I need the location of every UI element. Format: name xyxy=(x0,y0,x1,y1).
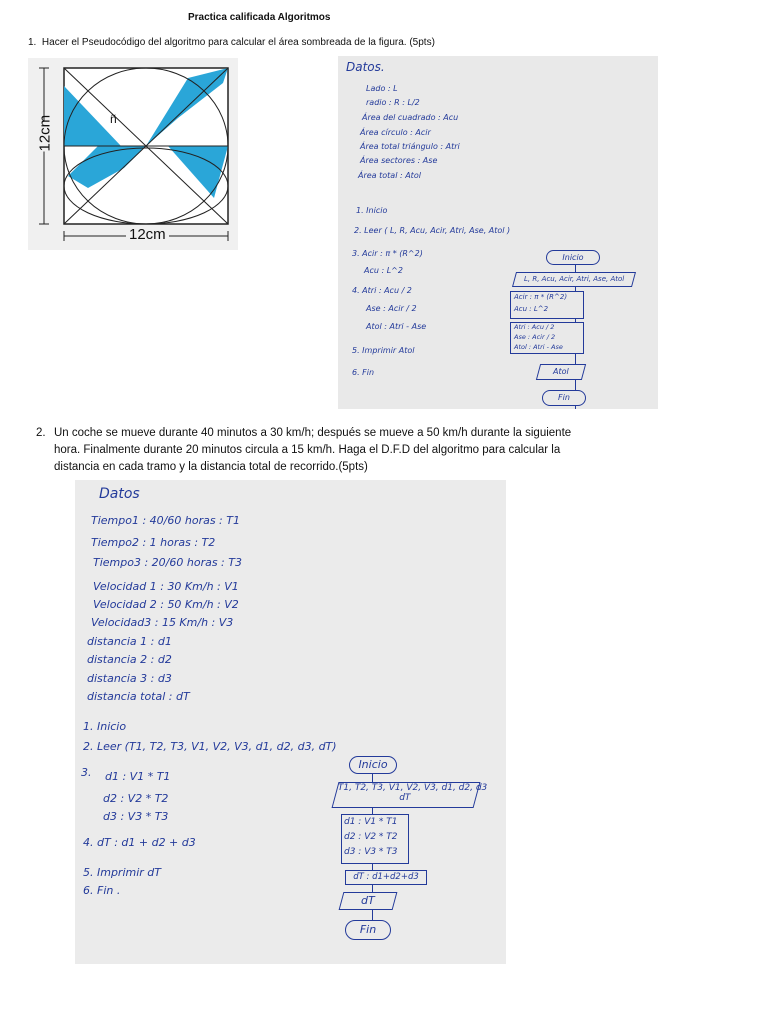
sheet2-data-line: distancia 2 : d2 xyxy=(87,653,172,666)
sheet2-data-line: distancia total : dT xyxy=(87,690,190,703)
sheet2-data-line: distancia 1 : d1 xyxy=(87,635,172,648)
document-title: Practica calificada Algoritmos xyxy=(188,12,331,23)
sheet1-flow-process-2 xyxy=(510,322,584,354)
sheet2-step: 2. Leer (T1, T2, T3, V1, V2, V3, d1, d2, d3, dT) xyxy=(83,740,337,753)
sheet2-flow-read xyxy=(332,782,488,808)
sheet2-data-line: Tiempo3 : 20/60 horas : T3 xyxy=(93,556,242,569)
sheet2-flow-start: Inicio xyxy=(349,756,397,774)
sheet1-flow-start: Inicio xyxy=(546,250,600,265)
sheet1-heading: Datos. xyxy=(346,60,385,74)
sheet1-flow-proc-line: Atol : Atri - Ase xyxy=(514,343,563,351)
sheet1-data-line: Área del cuadrado : Acu xyxy=(362,113,459,122)
sheet1-flow-output xyxy=(536,364,586,380)
sheet1-step: 6. Fin xyxy=(352,368,375,377)
sheet2-flow-proc-line: d1 : V1 * T1 xyxy=(344,817,398,827)
sheet1-data-line: radio : R : L/2 xyxy=(366,98,420,107)
sheet1-flow-output-text: Atol xyxy=(553,367,569,376)
sheet1-data-line: Área círculo : Acir xyxy=(360,128,431,137)
figure-mark: ñ xyxy=(110,112,117,126)
sheet2-flow-output xyxy=(339,892,398,910)
sheet1-step: 3. Acir : π * (R^2) xyxy=(352,249,423,258)
height-label: 12cm xyxy=(36,114,54,152)
sheet1-step: Atol : Atri - Ase xyxy=(366,322,427,331)
handwritten-sheet-1 xyxy=(338,56,658,409)
sheet2-flow-read-text: T1, T2, T3, V1, V2, V3, d1, d2, d3 xyxy=(337,783,488,793)
question-1-text: Hacer el Pseudocódigo del algoritmo para calcular el área sombreada de la figura. (5pts) xyxy=(41,37,435,48)
sheet1-flow-read xyxy=(512,272,636,287)
sheet2-step: 5. Imprimir dT xyxy=(83,866,162,879)
sheet1-step: Acu : L^2 xyxy=(364,266,403,275)
sheet2-data-line: distancia 3 : d3 xyxy=(87,672,172,685)
sheet2-data-line: Velocidad 1 : 30 Km/h : V1 xyxy=(93,580,239,593)
sheet2-step: 6. Fin . xyxy=(83,884,121,897)
sheet1-flow-read-text: L, R, Acu, Acir, Atri, Ase, Atol xyxy=(523,275,625,283)
handwritten-sheet-2 xyxy=(75,480,506,964)
sheet1-flow-process-1 xyxy=(510,291,584,319)
sheet2-data-line: Velocidad 2 : 50 Km/h : V2 xyxy=(93,598,239,611)
sheet1-data-line: Área sectores : Ase xyxy=(360,156,438,165)
sheet2-flow-process-1 xyxy=(341,814,409,864)
question-1 xyxy=(28,37,435,48)
sheet1-step: 1. Inicio xyxy=(356,206,388,215)
sheet2-flow-proc-line: d2 : V2 * T2 xyxy=(344,832,398,842)
sheet1-data-line: Lado : L xyxy=(366,84,398,93)
sheet1-flow-proc-line: Ase : Acir / 2 xyxy=(514,333,556,341)
sheet1-flow-proc-line: Atri : Acu / 2 xyxy=(514,323,555,331)
sheet1-flow-proc-line: Acu : L^2 xyxy=(514,305,549,313)
sheet2-flow-proc-line: d3 : V3 * T3 xyxy=(344,847,398,857)
geometry-figure xyxy=(28,58,238,250)
question-2-number: 2. xyxy=(36,427,46,439)
question-1-number: 1. xyxy=(28,37,37,48)
sheet1-step: 5. Imprimir Atol xyxy=(352,346,415,355)
sheet2-step: 3. xyxy=(81,766,92,779)
sheet2-data-line: Tiempo2 : 1 horas : T2 xyxy=(91,536,216,549)
question-2 xyxy=(36,425,596,476)
sheet2-step: d3 : V3 * T3 xyxy=(103,810,169,823)
sheet1-step: 4. Atri : Acu / 2 xyxy=(352,286,412,295)
sheet2-step: d2 : V2 * T2 xyxy=(103,792,169,805)
sheet1-step: Ase : Acir / 2 xyxy=(366,304,417,313)
question-2-text: Un coche se mueve durante 40 minutos a 30 km/h; después se mueve a 50 km/h durante la siguiente hora. Finalmente durante 20 minutos circula a 15 km/h. Haga el D.F.D del algoritmo para calcular la distancia en cada tramo y la distancia total de recorrido.(5pts) xyxy=(54,427,572,473)
sheet2-step: 1. Inicio xyxy=(83,720,127,733)
sheet2-step: d1 : V1 * T1 xyxy=(105,770,171,783)
sheet2-flow-process-2: dT : d1+d2+d3 xyxy=(345,870,427,885)
sheet2-heading: Datos xyxy=(99,486,140,502)
width-label: 12cm xyxy=(126,226,169,243)
sheet1-flow-proc-line: Acir : π * (R^2) xyxy=(514,293,568,301)
sheet2-data-line: Tiempo1 : 40/60 horas : T1 xyxy=(91,514,240,527)
sheet2-flow-read-text-2: dT xyxy=(399,793,411,803)
sheet2-data-line: Velocidad3 : 15 Km/h : V3 xyxy=(91,616,234,629)
figure-drawing xyxy=(28,58,238,250)
sheet2-step: 4. dT : d1 + d2 + d3 xyxy=(83,836,196,849)
sheet2-flow-end: Fin xyxy=(345,920,391,940)
sheet1-data-line: Área total triángulo : Atri xyxy=(360,142,460,151)
sheet1-flow-end: Fin xyxy=(542,390,586,406)
sheet1-data-line: Área total : Atol xyxy=(358,171,421,180)
sheet2-flow-output-text: dT xyxy=(361,894,375,907)
sheet1-step: 2. Leer ( L, R, Acu, Acir, Atri, Ase, Atol ) xyxy=(354,226,511,235)
